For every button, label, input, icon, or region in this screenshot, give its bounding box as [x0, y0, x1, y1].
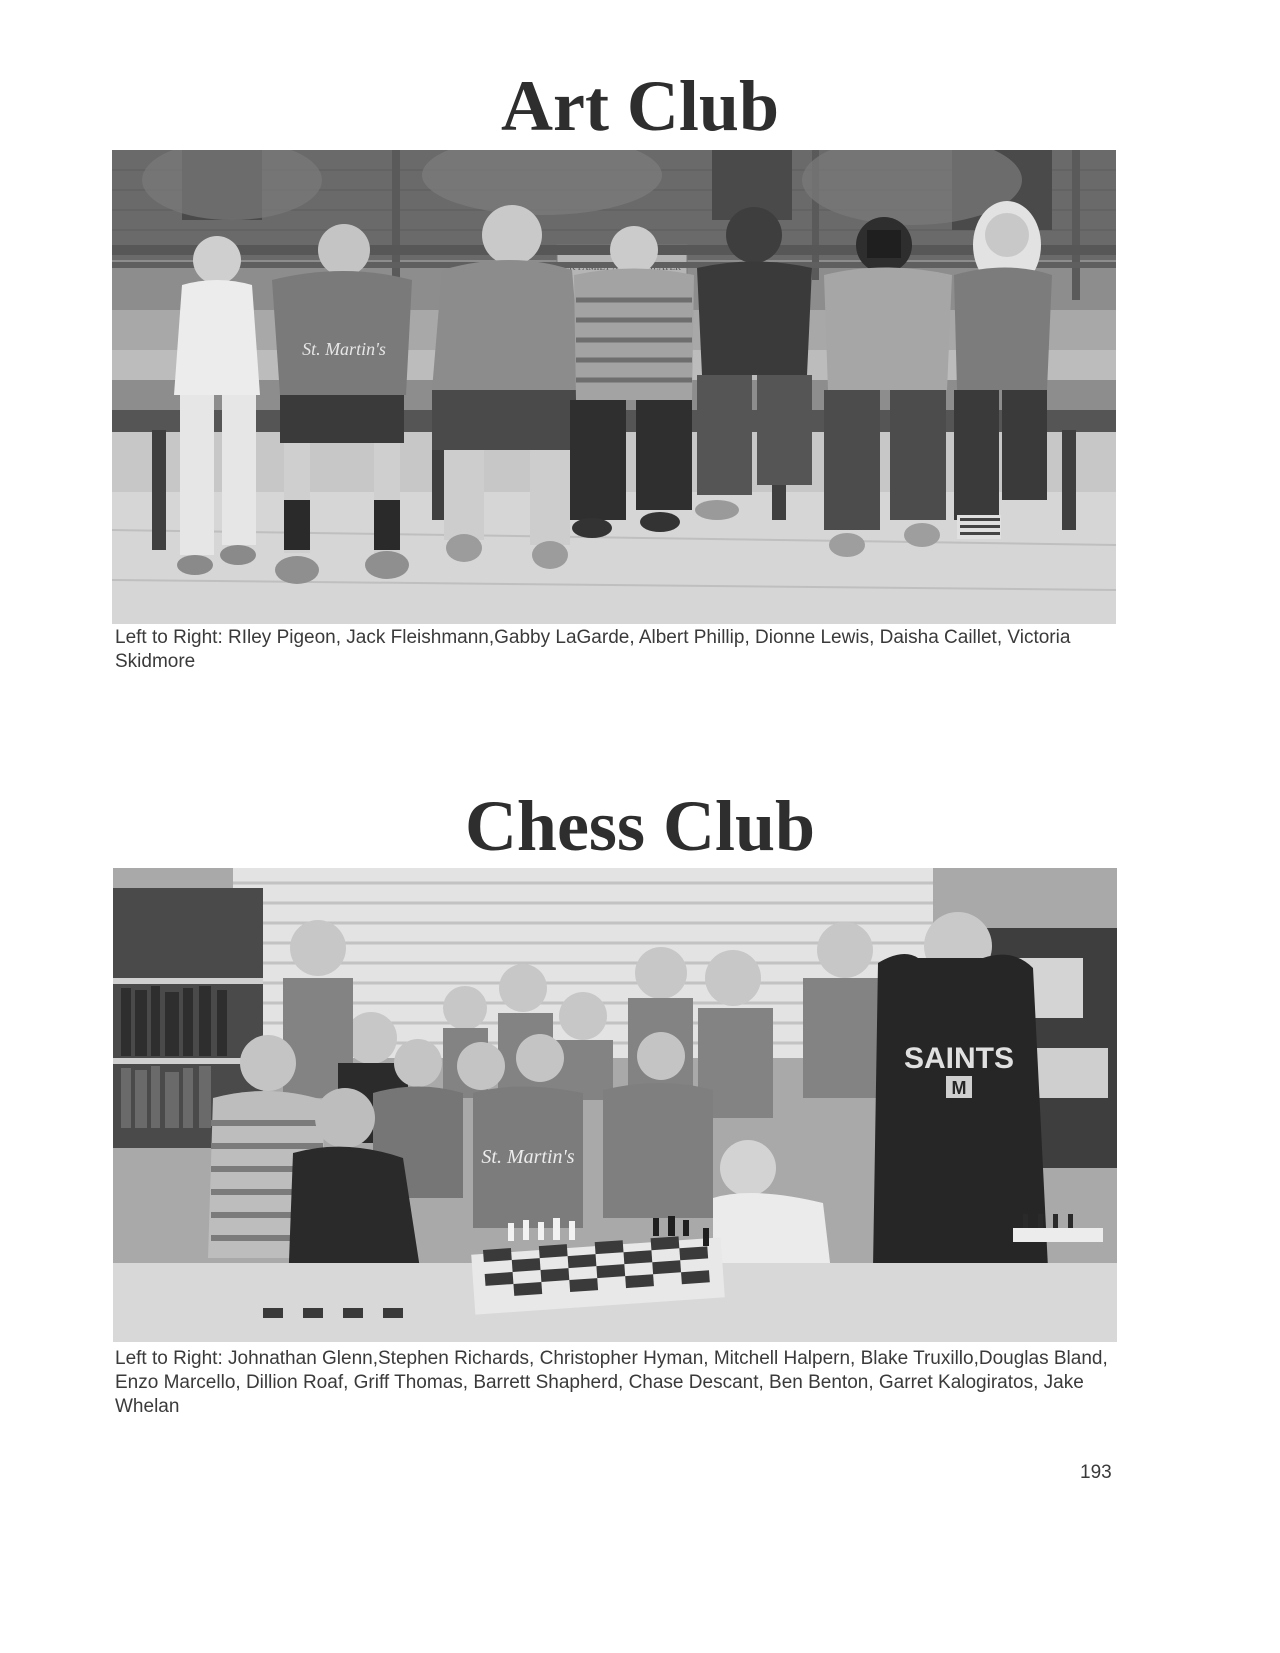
art-club-caption: Left to Right: RIley Pigeon, Jack Fleishmann,Gabby LaGarde, Albert Phillip, Dionne Lewis, Daisha Caillet, Victoria Skidmore	[115, 627, 1071, 672]
chess-club-shirt-text: St. Martin's	[481, 1146, 575, 1168]
art-club-title: Art Club	[500, 66, 779, 146]
chess-club-caption: Left to Right: Johnathan Glenn,Stephen Richards, Christopher Hyman, Mitchell Halpern, Blake Truxillo,Douglas Bland, Enzo Marcello, Dillion Roaf, Griff Thomas, Barrett Shapherd, Chase Descant, Ben Benton, Garret Kalogiratos, Jake Whelan	[115, 1348, 1108, 1417]
page-number: 193	[1080, 1462, 1112, 1483]
art-club-shirt-text: St. Martin's	[302, 339, 386, 359]
saints-hoodie-text: SAINTS	[903, 1042, 1015, 1075]
chess-club-title: Chess Club	[464, 786, 816, 866]
chess-club-photo	[113, 868, 1117, 1342]
saints-hoodie-logo: M	[951, 1078, 967, 1098]
art-club-photo	[112, 150, 1116, 624]
